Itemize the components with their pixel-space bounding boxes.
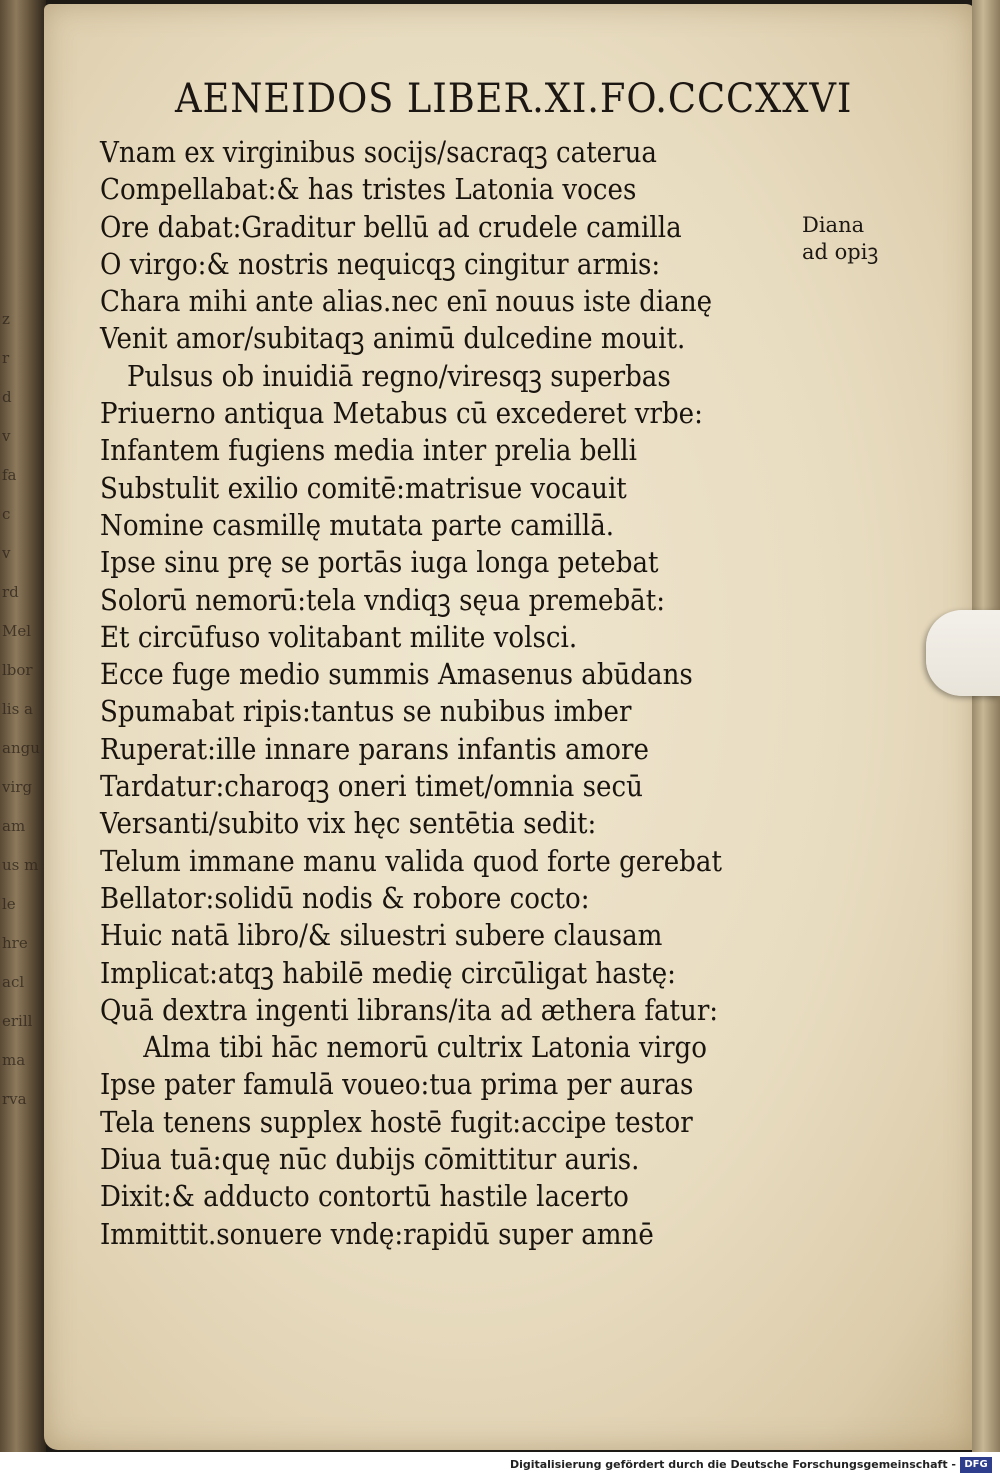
verse-line: Ipse sinu prę se portās iuga longa petebat xyxy=(100,545,659,580)
verse-line: Ecce fuge medio summis Amasenus abūdans xyxy=(100,657,693,692)
verse-line: Immittit.sonuere vndę:rapidū super amnē xyxy=(100,1216,654,1251)
verse-line: Et circūfuso volitabant milite volsci. xyxy=(100,619,578,654)
verse-line: Ruperat:ille innare parans infantis amore xyxy=(100,731,649,766)
marginal-note-line: ad opiꝫ xyxy=(802,240,879,264)
bookmark-tab xyxy=(926,610,1000,696)
verse-line: Compellabat:& has tristes Latonia voces xyxy=(100,172,637,207)
verse-line: Nomine casmillę mutata parte camillā. xyxy=(100,507,615,542)
verse-line: Infantem fugiens media inter prelia belli xyxy=(100,433,637,468)
verse-line: Vnam ex virginibus socijs/sacraqꝫ caterua xyxy=(100,135,657,169)
book-gutter xyxy=(0,0,46,1452)
verse-line: Quā dextra ingenti librans/ita ad æthera fatur: xyxy=(100,992,719,1027)
verse-line: Diua tuā:quę nūc dubijs cōmittitur auris. xyxy=(100,1142,640,1177)
digitization-footer xyxy=(0,1452,1000,1479)
verse-line: Venit amor/subitaqꝫ animū dulcedine mouit. xyxy=(100,321,686,356)
verse-line: Tela tenens supplex hostē fugit:accipe testor xyxy=(100,1104,693,1139)
marginal-note-line: Diana xyxy=(802,213,865,237)
facing-page-fragments: z r d v fa c v rd Mel lbor lis a angu virg am us m le hre acl erill ma rva xyxy=(2,310,40,1108)
verse-line: Alma tibi hāc nemorū cultrix Latonia virgo xyxy=(143,1030,707,1065)
verse-line: Bellator:solidū nodis & robore cocto: xyxy=(100,880,590,915)
verse-line: Dixit:& adducto contortū hastile lacerto xyxy=(100,1179,629,1214)
verse-line: Chara mihi ante alias.nec enī nouus iste dianę xyxy=(100,284,713,319)
verse-line: Tardatur:charoqꝫ oneri timet/omnia secū xyxy=(100,769,643,804)
verse-line: Solorū nemorū:tela vndiqꝫ sęua premebāt: xyxy=(100,582,666,617)
verse-line: Spumabat ripis:tantus se nubibus imber xyxy=(100,694,632,729)
dfg-logo: DFG xyxy=(960,1457,992,1473)
verse-line: Implicat:atqꝫ habilē medię circūligat hastę: xyxy=(100,955,676,990)
verse-line: Ipse pater famulā voueo:tua prima per auras xyxy=(100,1067,694,1102)
verse-line: Ore dabat:Graditur bellū ad crudele camilla xyxy=(100,209,682,244)
verse-line: Pulsus ob inuidiā regno/viresqꝫ superbas xyxy=(127,358,671,393)
verse-line: Telum immane manu valida quod forte gerebat xyxy=(100,843,722,878)
verse-line: Huic natā libro/& siluestri subere clausam xyxy=(100,918,663,953)
marginal-note xyxy=(802,212,878,266)
page-block-edge xyxy=(972,0,1000,1452)
verse-line: O virgo:& nostris nequicqꝫ cingitur armis: xyxy=(100,246,661,281)
verse-line: Priuerno antiqua Metabus cū excederet vrbe: xyxy=(100,396,703,431)
verse-list xyxy=(100,134,800,1253)
verse-line: Substulit exilio comitē:matrisue vocauit xyxy=(100,470,627,505)
verse-line: Versanti/subito vix hęc sentētia sedit: xyxy=(100,806,597,841)
funding-credit: Digitalisierung gefördert durch die Deutsche Forschungsgemeinschaft - xyxy=(509,1458,956,1471)
running-head: AENEIDOS LIBER.XI.FO.CCCXXVI xyxy=(175,76,853,122)
